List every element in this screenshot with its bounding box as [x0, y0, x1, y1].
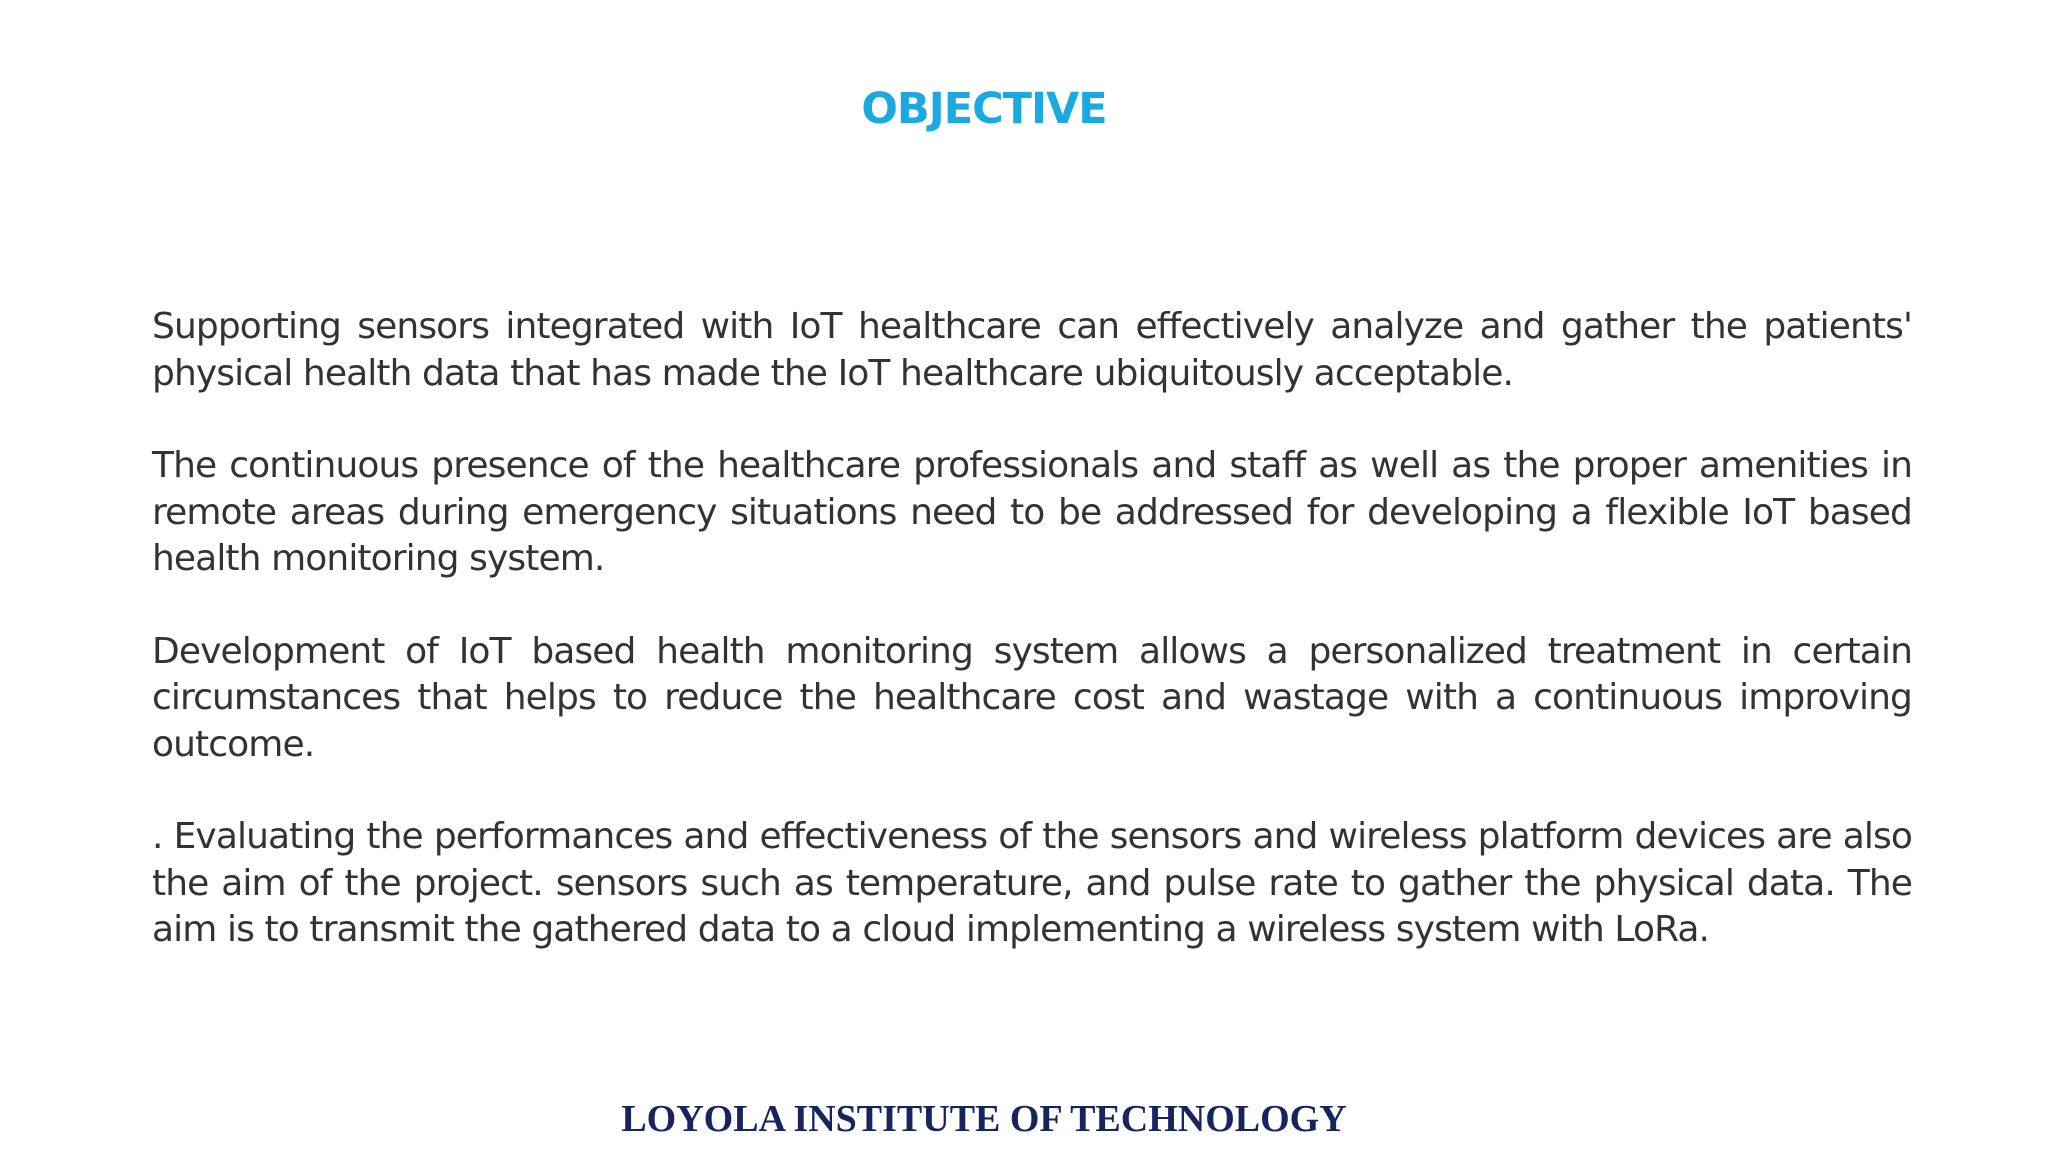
slide-body — [152, 304, 1912, 1000]
footer-institute-name: LOYOLA INSTITUTE OF TECHNOLOGY — [621, 1098, 1347, 1140]
paragraph-development: Development of IoT based health monitoring system allows a personalized treatment in certain circumstances that helps to reduce the healthcare cost and wastage with a continuous improving outcome. — [152, 630, 1912, 765]
paragraph-presence: The continuous presence of the healthcare professionals and staff as well as the proper amenities in remote areas during emergency situations need to be addressed for developing a flexible IoT based health monitoring system. — [152, 445, 1912, 579]
slide-title: OBJECTIVE — [861, 84, 1107, 134]
paragraph-sensors: Supporting sensors integrated with IoT healthcare can effectively analyze and gather the patients' physical health data that has made the IoT healthcare ubiquitously acceptable. — [152, 306, 1912, 394]
paragraph-evaluation: . Evaluating the performances and effectiveness of the sensors and wireless platform devices are also the aim of the project. sensors such as temperature, and pulse rate to gather the physical data. The aim is to transmit the gathered data to a cloud implementing a wireless system with LoRa. — [152, 816, 1912, 950]
